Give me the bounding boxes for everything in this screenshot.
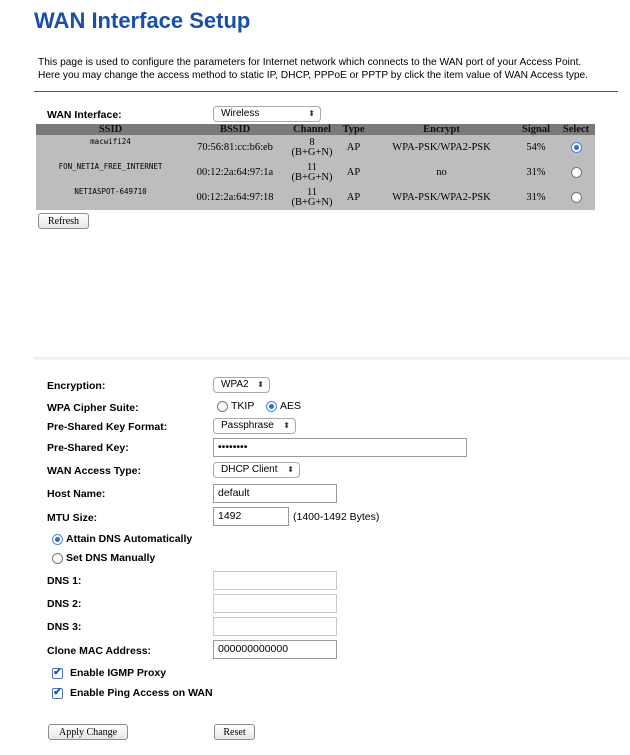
type-cell: AP <box>339 135 368 160</box>
description-line-2: Here you may change the access method to static IP, DHCP, PPPoE or PPTP by click the item value of WAN Access type. <box>38 70 588 81</box>
column-header-type: Type <box>339 124 368 135</box>
select-cell <box>557 135 595 160</box>
wan-interface-select[interactable] <box>213 106 321 122</box>
channel-cell <box>285 135 339 160</box>
channel-number: 11 <box>306 161 318 173</box>
section-divider <box>34 357 630 360</box>
column-header-ssid: SSID <box>36 124 185 135</box>
mtu-size-label: MTU Size: <box>47 512 98 524</box>
cipher-aes-label: AES <box>280 400 302 412</box>
checkmark-icon: ✔ <box>53 667 62 678</box>
page-description <box>38 56 624 82</box>
select-radio[interactable] <box>571 192 582 203</box>
channel-mode: (B+G+N) <box>291 196 333 208</box>
igmp-proxy-option <box>52 667 166 679</box>
select-arrows-icon: ⬍ <box>283 421 290 430</box>
bssid-cell: 00:12:2a:64:97:18 <box>185 185 285 210</box>
ping-access-label: Enable Ping Access on WAN <box>70 687 213 699</box>
channel-number: 11 <box>306 186 318 198</box>
dns-auto-option <box>52 533 192 545</box>
dns2-input[interactable] <box>213 594 337 613</box>
cipher-tkip-label: TKIP <box>231 400 255 412</box>
channel-mode: (B+G+N) <box>291 146 333 158</box>
dns3-label: DNS 3: <box>47 621 82 633</box>
table-row <box>36 135 595 160</box>
psk-format-label: Pre-Shared Key Format: <box>47 421 168 433</box>
select-cell <box>557 185 595 210</box>
igmp-proxy-checkbox[interactable] <box>52 668 63 679</box>
encryption-value: WPA2 <box>221 379 249 390</box>
table-header-row <box>36 124 595 135</box>
clone-mac-input[interactable]: 000000000000 <box>213 640 337 659</box>
host-name-label: Host Name: <box>47 488 106 500</box>
bssid-cell: 70:56:81:cc:b6:eb <box>185 135 285 160</box>
ssid-cell: macwifi24 <box>36 135 185 160</box>
cipher-tkip-radio[interactable] <box>217 401 228 412</box>
ssid-cell: NETIASPOT-649710 <box>36 185 185 210</box>
table-row <box>36 185 595 210</box>
cipher-aes-radio[interactable] <box>266 401 277 412</box>
type-cell: AP <box>339 185 368 210</box>
dns-auto-radio[interactable] <box>52 534 63 545</box>
dns3-input[interactable] <box>213 617 337 636</box>
igmp-proxy-label: Enable IGMP Proxy <box>70 667 167 679</box>
encryption-select[interactable] <box>213 377 270 393</box>
checkmark-icon: ✔ <box>53 687 62 698</box>
wan-access-type-value: DHCP Client <box>221 464 278 475</box>
mtu-range-hint: (1400-1492 Bytes) <box>293 511 380 523</box>
column-header-select: Select <box>557 124 595 135</box>
mtu-size-input[interactable]: 1492 <box>213 507 289 526</box>
select-cell <box>557 160 595 185</box>
dns-manual-radio[interactable] <box>52 553 63 564</box>
channel-cell <box>285 160 339 185</box>
channel-cell <box>285 185 339 210</box>
encryption-label: Encryption: <box>47 380 106 392</box>
psk-input[interactable]: •••••••• <box>213 438 467 457</box>
encrypt-cell: no <box>368 160 515 185</box>
dns2-label: DNS 2: <box>47 598 82 610</box>
psk-label: Pre-Shared Key: <box>47 442 129 454</box>
ping-access-checkbox[interactable] <box>52 688 63 699</box>
type-cell: AP <box>339 160 368 185</box>
channel-number: 8 <box>309 136 315 148</box>
column-header-encrypt: Encrypt <box>368 124 515 135</box>
bssid-cell: 00:12:2a:64:97:1a <box>185 160 285 185</box>
reset-button[interactable]: Reset <box>214 724 255 740</box>
psk-format-select[interactable] <box>213 418 296 434</box>
wan-access-type-label: WAN Access Type: <box>47 465 141 477</box>
divider <box>34 91 618 92</box>
wan-interface-value: Wireless <box>221 108 260 119</box>
host-name-input[interactable]: default <box>213 484 337 503</box>
table-row <box>36 160 595 185</box>
dns-manual-label: Set DNS Manually <box>66 552 156 564</box>
dns1-input[interactable] <box>213 571 337 590</box>
wan-interface-label: WAN Interface: <box>47 109 122 121</box>
psk-format-value: Passphrase <box>221 420 274 431</box>
column-header-bssid: BSSID <box>185 124 285 135</box>
description-line-1: This page is used to configure the parameters for Internet network which connects to the WAN port of your Access Point. <box>38 57 582 68</box>
select-radio[interactable] <box>571 167 582 178</box>
signal-cell: 54% <box>515 135 557 160</box>
encrypt-cell: WPA-PSK/WPA2-PSK <box>368 185 515 210</box>
signal-cell: 31% <box>515 185 557 210</box>
select-arrows-icon: ⬍ <box>308 109 315 118</box>
dns1-label: DNS 1: <box>47 575 82 587</box>
apply-change-button[interactable]: Apply Change <box>48 724 128 740</box>
signal-cell: 31% <box>515 160 557 185</box>
select-arrows-icon: ⬍ <box>257 380 264 389</box>
wan-access-type-select[interactable] <box>213 462 300 478</box>
cipher-aes-option <box>266 400 301 412</box>
dns-manual-option <box>52 552 155 564</box>
select-radio-selected[interactable] <box>571 142 582 153</box>
ssid-cell: FON_NETIA_FREE_INTERNET <box>36 160 185 185</box>
page-title: WAN Interface Setup <box>34 8 251 33</box>
cipher-tkip-option <box>217 400 254 412</box>
select-arrows-icon: ⬍ <box>287 465 294 474</box>
site-survey-table <box>36 124 595 210</box>
column-header-channel: Channel <box>285 124 339 135</box>
channel-mode: (B+G+N) <box>291 171 333 183</box>
refresh-button[interactable]: Refresh <box>38 213 89 229</box>
column-header-signal: Signal <box>515 124 557 135</box>
clone-mac-label: Clone MAC Address: <box>47 645 152 657</box>
cipher-suite-label: WPA Cipher Suite: <box>47 402 139 414</box>
encrypt-cell: WPA-PSK/WPA2-PSK <box>368 135 515 160</box>
ping-access-option <box>52 687 213 699</box>
dns-auto-label: Attain DNS Automatically <box>66 533 193 545</box>
